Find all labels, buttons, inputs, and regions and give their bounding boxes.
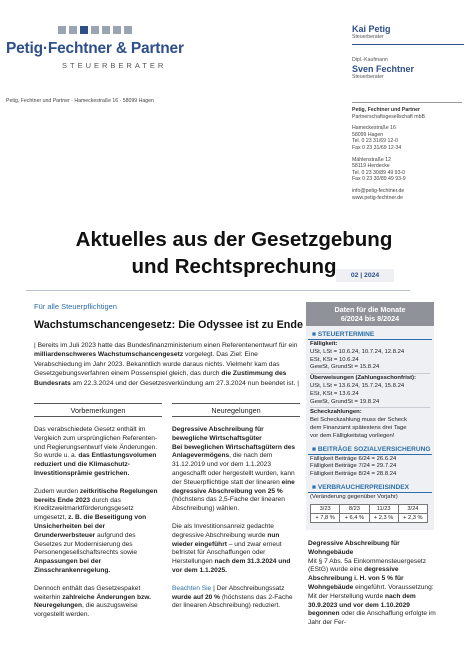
partner-list [352,24,464,81]
text-run: Dennoch enthält das Gesetzespaket weiterhin [34,584,141,601]
text-run: eingeführt. Voraussetzung: Mit der Herstellung wurde [308,583,434,600]
scheck-text: dem Finanzamt spätestens drei Tage [310,424,407,431]
column-heading-neuregelungen: Neuregelungen [172,403,300,417]
bold-run: Bei beweglichen Wirtschaftsgütern des Anlagevermögens [172,443,296,460]
tax-date-line: GewSt, GrundSt = 15.8.24 [310,364,380,371]
vpi-value: + 2,3 % [398,513,427,522]
sender-address-line: Petig, Fechtner und Partner · Hameckestraße 16 · 58099 Hagen [6,98,154,104]
paragraph [172,523,300,576]
address-line: Fax 0 23 30/89 49 93-9 [352,176,406,183]
address-firm-type: Partnerschaftsgesellschaft mbB [352,113,425,120]
text-run: am 22.3.2024 und der Gesetzesverkündung am 27.3.2024 nun beendet ist. | [70,379,299,387]
bold-run: zeitkritische Regelungen bereits Ende 2023 [34,487,158,504]
section-label: VERBRAUCHERPREISINDEX [317,483,410,491]
wohngebaeude-text [308,558,436,628]
text-run: Zudem wurden [34,487,80,495]
vpi-header: 3/24 [398,504,427,513]
bold-run: das Entlastungsvolumen reduziert und die Klimaschutz-Investitionsprämie gestrichen. [34,452,157,477]
bold-run: nun wieder eingeführt [172,531,280,548]
bold-run: die Zustimmung des Bundesrats [34,370,287,387]
section-vpi: ■ VERBRAUCHERPREISINDEX [308,481,432,493]
data-sidebar [306,302,434,530]
sidebar-header [306,302,434,326]
address-line: Fax 0 23 31/69 12-34 [352,144,402,151]
beitrag-line: Fälligkeit Beiträge 6/24 = 26.6.24 [310,455,397,462]
bold-run: eine degressive Abschreibung von 25 % [172,478,295,495]
bold-run: zahlreiche Änderungen bzw. Neuregelungen [34,593,152,610]
address-line: Mählenstraße 12 [352,156,391,163]
scheck-text: vor dem Fälligkeitstag vorliegen! [310,432,395,439]
partner-prefix: Dipl.-Kaufmann [352,57,388,63]
tax-date-line: USt, LSt = 13.6.24, 15.7.24, 15.8.24 [310,382,405,389]
ueberweisungen-label: Überweisungen (Zahlungsschonfrist): [310,375,417,382]
bold-run: degressive Abschreibung i. H. von 5 % für Wohngebäude [308,566,404,591]
article-intro [34,341,300,388]
text-run: , die nach dem 31.12.2019 und vor dem 1.1.2023 angeschafft oder hergestellt wurden, kann der Steuerpflichtige statt der linearen [172,452,295,486]
address-line: Tel. 0 23 31/69 12-0 [352,138,398,145]
text-run: vorgelegt. Das Ziel: Eine Verabschiedung im Jahr 2023. Bekanntlich wurde daraus nichts. Vielmehr kam das Gesetzgebungsverfahren einem Possenspiel gleich, das durch [34,351,280,378]
vpi-value: + 7,8 % [311,513,340,522]
bold-run: z. B. die Beseitigung von Unsicherheiten bei der Grunderwerbsteuer [34,514,147,539]
tax-date-line: USt, LSt = 10.6.24, 10.7.24, 12.8.24 [310,348,405,355]
section-steuertermine: ■ STEUERTERMINE [308,328,432,340]
bold-run: milliardenschweres Wachstumschancengesetz [34,351,184,359]
vpi-value: + 2,3 % [369,513,398,522]
firm-logo-sub: STEUERBERATER [62,61,167,70]
text-run: Beachten Sie [172,584,212,592]
wohngebaeude-section [308,540,436,628]
issue-badge: 02 | 2024 [336,269,394,282]
bold-run: nach dem 30.9.2023 und vor dem 1.10.2029 begonnen [308,592,416,618]
paragraph [34,426,162,479]
partner-title: Steuerberater [352,74,384,80]
column-heading-vorbemerkungen: Vorbemerkungen [34,403,162,417]
article-kicker: Für alle Steuerpflichtigen [34,302,117,311]
text-run: Mit § 7 Abs. 5a Einkommensteuergesetz (EStG) wurde eine [308,557,427,574]
paragraph [34,585,162,620]
scheck-label: Scheckzahlungen: [310,409,362,416]
tax-date-line: ESt, KSt = 10.6.24 [310,356,359,363]
section-label: BEITRÄGE SOZIALVERSICHERUNG [317,445,431,453]
page-title-line1: Aktuelles aus der Gesetzgebung [75,228,393,251]
partner-name: Kai Petig [352,24,391,34]
vpi-value: + 6,4 % [340,513,369,522]
vpi-header: 8/23 [340,504,369,513]
paragraph [172,585,300,611]
paragraph [34,488,162,576]
column-vorbemerkungen [34,426,162,629]
partner-title: Steuerberater [352,34,384,40]
address-line: 58099 Hagen [352,131,384,138]
bold-run: Degressive Abschreibung für bewegliche Wirtschaftsgüter [172,426,264,442]
tax-date-line: ESt, KSt = 13.6.24 [310,390,359,397]
office-address-block [352,107,464,201]
title-divider [26,290,410,291]
text-run: (höchstens das 2,5-Fache der linearen Abschreibung) wählen. [172,496,285,513]
text-run: | Der Abschreibungssatz [211,584,285,592]
section-label: STEUERTERMINE [317,331,375,338]
text-run: (höchstens das 2-Fache der linearen Abschreibung) reduziert. [172,593,293,610]
beitrag-line: Fälligkeit Beiträge 8/24 = 28.8.24 [310,471,397,478]
text-run: durch das Kreditzweitmarktförderungsgesetz umgesetzt, [34,496,134,522]
text-run: – und zwar erneut befristet für Anschaffungen oder Herstellungen [172,540,282,566]
vpi-header: 11/23 [369,504,398,513]
address-line: Tel. 0 23 30/89 49 93-0 [352,169,406,176]
scheck-text: Bei Scheckzahlung muss der Scheck [310,417,407,424]
address-firm: Petig, Fechtner und Partner [352,107,421,113]
text-run: aufgrund des Gesetzes zur Modernisierung des Personengesellschaftsrechts sowie [34,531,137,557]
vpi-header: 3/23 [311,504,340,513]
beitrag-line: Fälligkeit Beiträge 7/24 = 29.7.24 [310,463,397,470]
page-title-line2: und Rechtsprechung [131,255,337,278]
firm-logo-name: Petig·Fechtner & Partner [6,40,184,57]
article-headline: Wachstumschancengesetz: Die Odyssee ist zu Ende [34,319,304,331]
address-line: 58119 Herdecke [352,163,390,170]
paragraph [172,426,300,514]
text-run: Die als Investitionsanreiz gedachte degressive Abschreibung wurde [172,522,274,539]
bold-run: Anpassungen bei der Zinsschrankenregelung. [34,558,111,574]
bold-run: wurde auf 20 % [172,593,221,601]
column-neuregelungen [172,426,300,620]
sidebar-header-line: Daten für die Monate [334,305,406,314]
text-run: | Bereits im Juli 2023 hatte das Bundesfinanzministerium einen Referentenentwurf für ein [34,342,298,349]
vpi-sub: (Veränderung gegenüber Vorjahr) [310,493,398,500]
wohngebaeude-title: Degressive Abschreibung für Wohngebäude [308,540,400,556]
bold-run: nach dem 31.3.2024 und vor dem 1.1.2025. [172,558,291,574]
address-email[interactable]: info@petig-fechtner.de [352,187,405,194]
tax-date-line: GewSt, GrundSt = 19.8.24 [310,398,380,405]
vpi-table [310,504,428,523]
text-run: oder die Anschaffung erfolgte im Jahr der Fer- [308,610,436,627]
text-run: Das verabschiedete Gesetz enthält im Vergleich zum ursprünglichen Referenten- und Regierungsentwurf viele Änderungen. So wurde u. a. [34,426,158,460]
sidebar-header-line: 6/2024 bis 8/2024 [340,314,400,323]
address-line: Hameckestraße 16 [352,125,396,132]
text-run: , die auszugsweise vorgestellt werden. [34,602,138,619]
partner-name: Sven Fechtner [352,64,415,74]
logo-squares [58,26,132,34]
address-web[interactable]: www.petig-fechtner.de [352,194,404,201]
section-sozialversicherung: ■ BEITRÄGE SOZIALVERSICHERUNG [308,443,432,455]
faelligkeit-label: Fälligkeit: [310,341,338,347]
